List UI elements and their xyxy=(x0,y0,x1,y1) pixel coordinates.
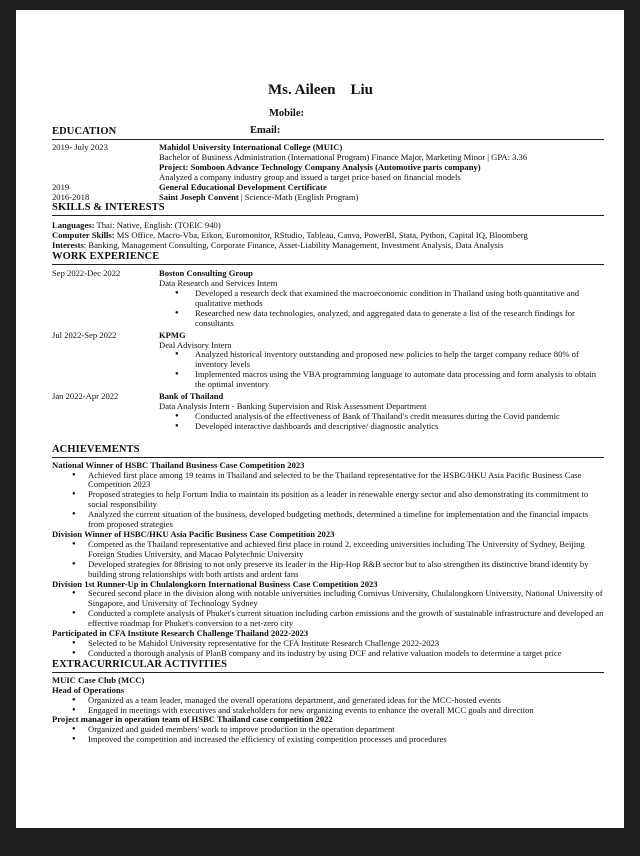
job-entry xyxy=(52,331,604,390)
resume-page xyxy=(16,10,624,828)
achievement-title: Division 1st Runner-Up in Chulalongkorn International Business Case Competition 2023 xyxy=(52,578,378,589)
list-item: ● Analyzed the current situation of the business, developed budgeting methods, determined a timeline for implementation and the financial impacts from proposed strategies xyxy=(88,510,604,530)
company-name: Bank of Thailand xyxy=(159,391,224,402)
computer-skills-value: MS Office, Macro-Vba, Eikon, Euromonitor, RStudio, Tableau, Canva, PowerBI, Stata, Python, Capital IQ, Bloomberg xyxy=(114,230,528,241)
list-item: ● Competed as the Thailand representative and achieved first place in round 2, exceeding universities including The University of Sydney, Beijing Foreign Studies University, and Macao Polytechnic University xyxy=(88,540,604,560)
education-entry xyxy=(52,193,604,203)
work-heading: WORK EXPERIENCE xyxy=(52,251,604,265)
list-item: ● Conducted analysis of the effectiveness of Bank of Thailand’s credit measures during the Covid pandemic xyxy=(195,412,604,422)
list-item: ● Organized and guided members' work to improve production in the operation department xyxy=(88,725,604,735)
list-item: ● Conducted a complete analysis of Phuket's current situation including carbon emissions and the growth of sustainable infrastructure and developed an effective roadmap for Phuket's conversion to a net-zero city xyxy=(88,609,604,629)
project-description: Analyzed a company industry group and issued a target price based on financial models xyxy=(159,171,461,182)
degree-line: Bachelor of Business Administration (International Program) Finance Major, Marketing Minor | GPA: 3.36 xyxy=(159,151,528,162)
list-item: ● Conducted a thorough analysis of PlanB company and its industry by using DCF and relative valuation models to determine a target price xyxy=(88,649,604,659)
list-item: ● Developed strategies for 88rising to not only preserve its leader in the Hip-Hop R&B sector but to also strengthen its distinctive brand identity by building strong relationships with both artists and ardent fans xyxy=(88,560,604,580)
project-title: Project: Somboon Advance Technology Company Analysis (Automotive parts company) xyxy=(159,161,481,172)
list-item: ● Organized as a team leader, managed the overall operations department, and generated ideas for the MCC-hosted events xyxy=(88,696,604,706)
school-name: Mahidol University International College (MUIC) xyxy=(159,142,343,152)
list-item: ● Proposed strategies to help Fortum India to maintain its position as a leader in renewable energy sector and also demonstrating its commitment to social responsibility xyxy=(88,490,604,510)
role-title: Project manager in operation team of HSBC Thailand case competition 2022 xyxy=(52,714,333,725)
job-entry xyxy=(52,269,604,328)
entry-date: 2019- July 2023 xyxy=(52,142,108,152)
entry-date: Sep 2022-Dec 2022 xyxy=(52,268,121,279)
job-role: Deal Advisory Intern xyxy=(159,339,232,350)
computer-skills-label: Computer Skills: xyxy=(52,230,115,241)
list-item: ● Achieved first place among 19 teams in Thailand and selected to be the Thailand representative for the HSBC/HKU Asia Pacific Business Case Competition 2023 xyxy=(88,471,604,491)
job-role: Data Research and Services Intern xyxy=(159,278,278,289)
interests-line xyxy=(52,241,604,251)
list-item: ● Analyzed historical inventory outstanding and proposed new policies to help the target company reduce 80% of inventory levels xyxy=(195,350,604,370)
achievement-title: National Winner of HSBC Thailand Business Case Competition 2023 xyxy=(52,459,305,470)
list-item: ● Developed interactive dashboards and descriptive/ diagnostic analytics xyxy=(195,422,604,432)
list-item: ● Secured second place in the division along with notable universities including Cornivus University, Chulalongkorn University, National University of Singapore, and University of Technology Sydney xyxy=(88,589,604,609)
mobile-label: Mobile: xyxy=(269,108,304,119)
entry-date: 2019 xyxy=(52,181,70,192)
role-title: Head of Operations xyxy=(52,684,125,695)
entry-date: 2016-2018 xyxy=(52,191,90,202)
education-entry xyxy=(52,143,604,183)
list-item: ● Researched new data technologies, analyzed, and aggregated data to generate a list of the research findings for consultants xyxy=(195,309,604,329)
list-item: ● Selected to be Mahidol University representative for the CFA Institute Research Challenge 2022-2023 xyxy=(88,639,604,649)
achievement-title: Participated in CFA Institute Research Challenge Thailand 2022-2023 xyxy=(52,628,309,639)
school-name: General Educational Development Certificate xyxy=(159,181,327,192)
list-item: ● Developed a research deck that examined the macroeconomic condition in Thailand using both quantitative and qualitative methods xyxy=(195,289,604,309)
candidate-name: Ms. Aileen Liu xyxy=(268,82,374,98)
email-label: Email: xyxy=(250,125,281,136)
job-entry xyxy=(52,392,604,432)
job-role: Data Analysis Intern - Banking Supervision and Risk Assessment Department xyxy=(159,400,427,411)
school-name: Saint Joseph Convent xyxy=(159,191,239,202)
achievement-title: Division Winner of HSBC/HKU Asia Pacific Business Case Competition 2023 xyxy=(52,529,335,539)
company-name: KPMG xyxy=(159,329,186,340)
program-detail: | Science-Math (English Program) xyxy=(238,191,359,202)
entry-date: Jan 2022-Apr 2022 xyxy=(52,391,119,402)
list-item: ● Implemented macros using the VBA programming language to automate data processing and form analysis to obtain the optimal inventory xyxy=(195,370,604,390)
list-item: ● Engaged in meetings with executives and stakeholders for new organizing events to enhance the overall MCC goals and direction xyxy=(88,706,604,716)
entry-date: Jul 2022-Sep 2022 xyxy=(52,329,117,340)
interests-value: : Banking, Management Consulting, Corporate Finance, Asset-Liability Management, Investment Analysis, Data Analysis xyxy=(83,240,504,251)
skills-heading: SKILLS & INTERESTS xyxy=(52,202,604,216)
interests-label: Interests xyxy=(52,240,84,251)
languages-label: Languages: xyxy=(52,220,95,231)
education-heading: EDUCATION xyxy=(52,126,604,140)
achievements-heading: ACHIEVEMENTS xyxy=(52,444,604,458)
resume-body xyxy=(52,126,604,745)
club-name: MUIC Case Club (MCC) xyxy=(52,674,145,685)
languages-value: Thai: Native, English: (TOEIC 940) xyxy=(94,220,221,231)
extracurricular-heading: EXTRACURRICULAR ACTIVITIES xyxy=(52,659,604,673)
company-name: Boston Consulting Group xyxy=(159,268,253,279)
list-item: ● Improved the competition and increased the efficiency of existing competition processes and procedures xyxy=(88,735,604,745)
